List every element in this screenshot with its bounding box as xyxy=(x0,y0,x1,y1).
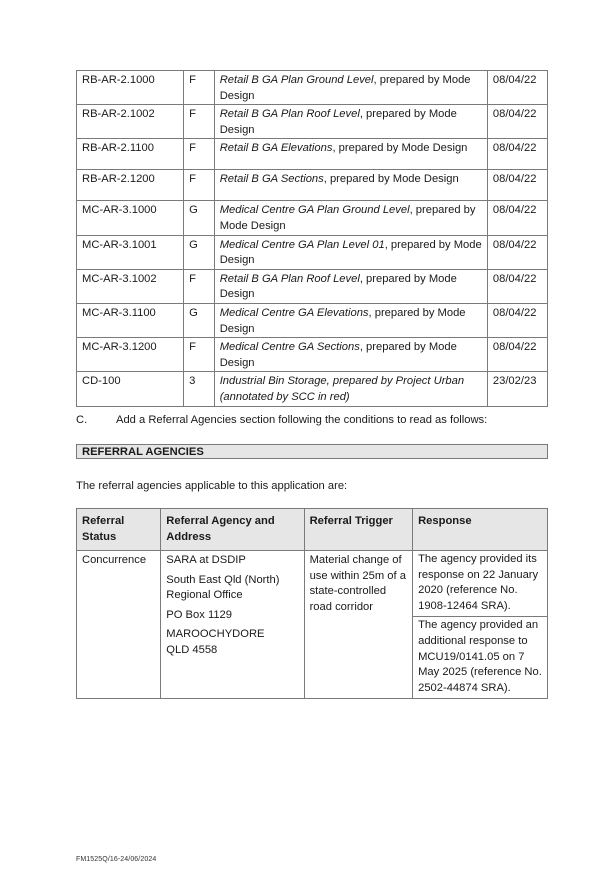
plan-revision-cell: F xyxy=(184,105,215,139)
plan-title-cell xyxy=(214,71,487,105)
plan-title-cell xyxy=(214,235,487,269)
plan-revision-cell: F xyxy=(184,269,215,303)
plan-revision-cell: F xyxy=(184,71,215,105)
plan-number-cell: RB-AR-2.1000 xyxy=(77,71,184,105)
referral-agency-cell xyxy=(161,551,304,699)
plan-row xyxy=(77,71,548,105)
agency-office: South East Qld (North) Regional Office xyxy=(166,573,280,602)
plan-title-rest: , prepared by Mode Design xyxy=(219,306,466,335)
plan-title-italic: Medical Centre GA Plan Ground Level xyxy=(219,204,410,217)
agency-state: QLD 4558 xyxy=(166,643,218,656)
plan-number-cell: CD-100 xyxy=(77,372,184,406)
referral-trigger-cell: Material change of use within 25m of a state-controlled road corridor xyxy=(304,551,413,699)
plan-row xyxy=(77,235,548,269)
referral-status-cell: Concurrence xyxy=(77,551,161,699)
referral-table-row xyxy=(77,551,548,699)
plan-date-cell: 08/04/22 xyxy=(487,201,547,235)
plan-number-cell: RB-AR-2.1002 xyxy=(77,105,184,139)
plan-title-italic: Retail B GA Plan Ground Level xyxy=(219,74,374,86)
plan-title-rest: , prepared by Mode Design xyxy=(219,74,471,102)
plan-revision-cell: F xyxy=(184,170,215,201)
header-referral-status: Referral Status xyxy=(77,509,161,551)
plan-title-rest: , prepared by Mode Design xyxy=(219,341,457,369)
referral-table-header-row xyxy=(77,509,548,551)
plan-title-italic: Retail B GA Plan Roof Level xyxy=(219,108,360,121)
plan-date-cell: 08/04/22 xyxy=(487,170,547,201)
agency-po-box: PO Box 1129 xyxy=(166,608,232,621)
header-referral-agency: Referral Agency and Address xyxy=(161,509,304,551)
referral-intro-text: The referral agencies applicable to this application are: xyxy=(76,480,348,492)
plan-row xyxy=(77,139,548,170)
plan-revision-cell: G xyxy=(184,235,215,269)
plan-number-cell: MC-AR-3.1001 xyxy=(77,235,184,269)
plan-number-cell: MC-AR-3.1200 xyxy=(77,338,184,372)
plan-row xyxy=(77,170,548,201)
plans-table-body xyxy=(77,71,548,407)
plan-title-italic: Retail B GA Elevations xyxy=(219,142,333,155)
plan-row xyxy=(77,303,548,337)
plan-title-cell xyxy=(214,139,487,170)
plan-title-italic: Medical Centre GA Plan Level 01 xyxy=(219,238,385,251)
plan-title-cell xyxy=(214,201,487,235)
plan-title-italic: Industrial Bin Storage, prepared by Project Urban (annotated by SCC in red) xyxy=(219,375,465,403)
plan-title-rest: , prepared by Mode Design xyxy=(219,238,482,267)
plan-title-cell xyxy=(214,303,487,337)
plan-date-cell: 08/04/22 xyxy=(487,338,547,372)
plan-row xyxy=(77,201,548,235)
plan-revision-cell: G xyxy=(184,201,215,235)
plan-number-cell: RB-AR-2.1200 xyxy=(77,170,184,201)
plan-number-cell: RB-AR-2.1100 xyxy=(77,139,184,170)
plan-title-italic: Retail B GA Plan Roof Level xyxy=(219,272,360,285)
plan-title-cell xyxy=(214,372,487,406)
referral-agencies-header: REFERRAL AGENCIES xyxy=(76,444,548,459)
plan-row xyxy=(77,269,548,303)
instruction-c xyxy=(76,412,556,428)
plan-date-cell: 23/02/23 xyxy=(487,372,547,406)
plan-title-rest: , prepared by Mode Design xyxy=(219,272,457,301)
plan-date-cell: 08/04/22 xyxy=(487,269,547,303)
plan-date-cell: 08/04/22 xyxy=(487,303,547,337)
plan-title-italic: Medical Centre GA Sections xyxy=(219,341,360,354)
instruction-text: Add a Referral Agencies section following the conditions to read as follows: xyxy=(116,414,488,426)
plan-title-cell xyxy=(214,105,487,139)
response-2: The agency provided an additional response to MCU19/0141.05 on 7 May 2025 (reference No. 2502-44874 SRA). xyxy=(413,616,547,698)
plan-title-rest: , prepared by Mode Design xyxy=(219,108,457,136)
referral-agencies-table xyxy=(76,508,548,699)
footer-form-code: FM1525Q/16-24/06/2024 xyxy=(76,856,157,863)
plan-date-cell: 08/04/22 xyxy=(487,71,547,105)
plan-row xyxy=(77,105,548,139)
plan-title-cell xyxy=(214,269,487,303)
plan-title-cell xyxy=(214,338,487,372)
plan-number-cell: MC-AR-3.1100 xyxy=(77,303,184,337)
plan-title-rest: , prepared by Mode Design xyxy=(332,142,468,155)
response-cell xyxy=(413,551,548,699)
agency-name: SARA at DSDIP xyxy=(166,554,246,566)
response-1: The agency provided its response on 22 January 2020 (reference No. 1908-12464 SRA). xyxy=(418,553,539,612)
plan-date-cell: 08/04/22 xyxy=(487,105,547,139)
plan-revision-cell: F xyxy=(184,139,215,170)
plan-date-cell: 08/04/22 xyxy=(487,235,547,269)
plans-table xyxy=(76,70,548,407)
plan-title-italic: Medical Centre GA Elevations xyxy=(219,306,369,319)
plan-revision-cell: F xyxy=(184,338,215,372)
plan-title-italic: Retail B GA Sections xyxy=(219,173,324,186)
plan-number-cell: MC-AR-3.1000 xyxy=(77,201,184,235)
agency-city: MAROOCHYDORE xyxy=(166,628,265,641)
plan-number-cell: MC-AR-3.1002 xyxy=(77,269,184,303)
plan-title-rest: , prepared by Mode Design xyxy=(323,173,459,186)
plan-row xyxy=(77,372,548,406)
plan-revision-cell: G xyxy=(184,303,215,337)
header-response: Response xyxy=(413,509,548,551)
plan-title-rest: , prepared by Mode Design xyxy=(219,204,476,232)
plan-row xyxy=(77,338,548,372)
header-referral-trigger: Referral Trigger xyxy=(304,509,413,551)
instruction-letter: C. xyxy=(76,414,88,426)
plan-revision-cell: 3 xyxy=(184,372,215,406)
plan-date-cell: 08/04/22 xyxy=(487,139,547,170)
plan-title-cell xyxy=(214,170,487,201)
